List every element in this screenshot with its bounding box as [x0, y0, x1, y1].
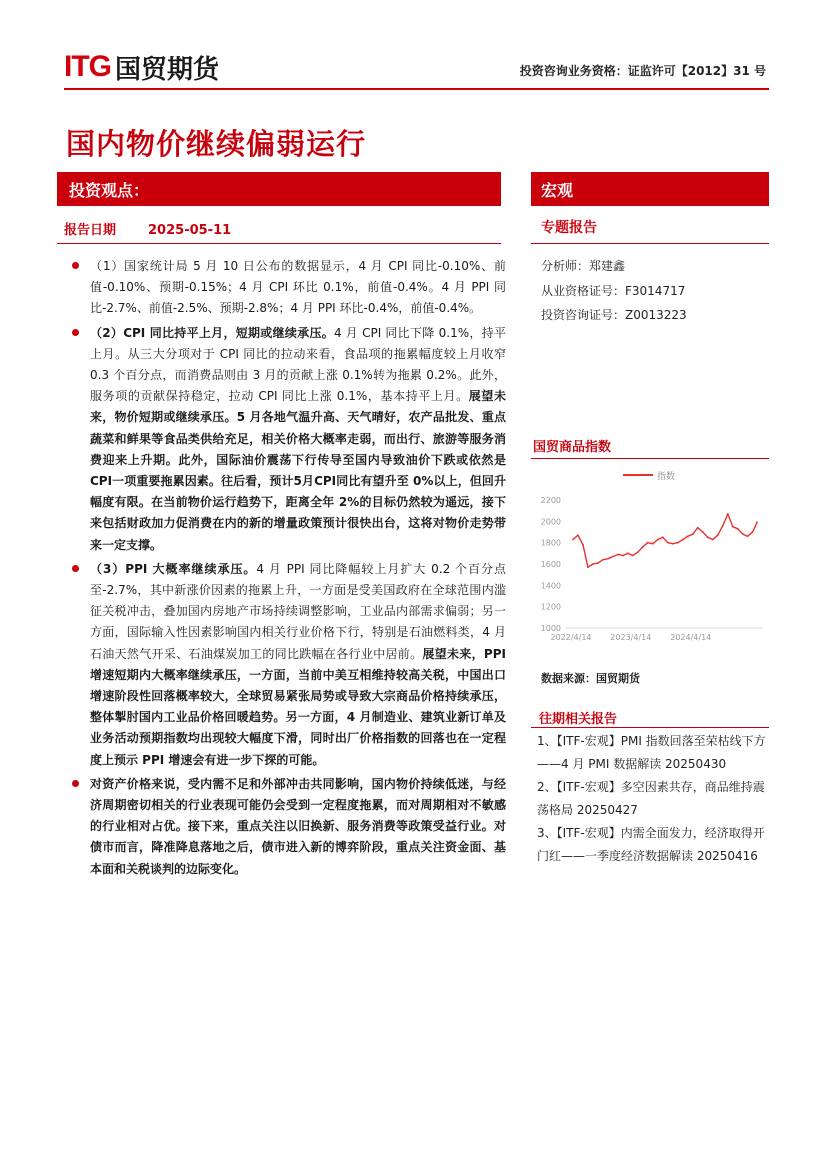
y-tick-label: 1800	[540, 538, 561, 548]
logo-itg-mark: ITG	[64, 50, 111, 83]
series-point	[677, 542, 679, 544]
series-point	[572, 539, 574, 541]
investment-view-header	[57, 172, 501, 206]
logo-company-name: 国贸期货	[115, 54, 220, 85]
series-point	[597, 562, 599, 564]
commodity-index-chart	[531, 464, 771, 644]
series-point	[592, 563, 594, 565]
series-line-index	[573, 514, 757, 567]
category-header	[531, 172, 769, 206]
y-tick-label: 1000	[540, 624, 561, 633]
series-point	[727, 513, 729, 515]
paragraph-3-heading: （3）PPI 大概率继续承压。	[90, 561, 257, 576]
series-point	[672, 543, 674, 545]
paragraph-3	[72, 559, 506, 771]
report-type: 专题报告	[541, 220, 597, 236]
paragraph-2-text: 4 月 CPI 同比下降 0.1%，持平上月。从三大分项对于 CPI 同比的拉动来看，食品项的拖累幅度较上月收窄 0.3 个百分点，而消费品则由 3 月的贡献上涨 0.1%转为拖累 0.2%。此外，服务项的贡献保持稳定，拉动 CPI 同比上涨 0.1%，基本持平上月。	[90, 325, 506, 404]
series-point	[707, 536, 709, 538]
series-point	[742, 533, 744, 535]
series-point	[737, 528, 739, 530]
series-point	[687, 535, 689, 537]
report-date	[64, 219, 231, 238]
legend-label: 指数	[657, 472, 676, 482]
report-body	[72, 256, 506, 880]
series-point	[712, 539, 714, 541]
series-point	[617, 554, 619, 556]
series-point	[642, 546, 644, 548]
y-tick-label: 2200	[540, 496, 561, 505]
company-logo	[64, 47, 219, 87]
series-point	[587, 566, 589, 568]
series-point	[582, 544, 584, 546]
license-text: 投资咨询业务资格：证监许可【2012】31 号	[519, 64, 766, 78]
series-point	[747, 535, 749, 537]
series-point	[717, 534, 719, 536]
paragraph-2	[72, 323, 506, 556]
paragraph-2-heading: （2）CPI 同比持平上月，短期或继续承压。	[90, 325, 335, 340]
series-point	[702, 531, 704, 533]
commodity-index-title: 国贸商品指数	[533, 440, 612, 455]
date-divider	[57, 243, 501, 244]
paragraph-2-outlook: 展望未来，物价短期或继续承压。5 月各地气温升高、天气晴好，农产品批发、重点蔬菜和鲜果等食品类供给充足，相关价格大概率走弱，而出行、旅游等服务消费迎来上升期。此外，国际油价震荡下行传导至国内导致油价下跌或依然是CPI一项重要拖累因素。往后看，预计5月CPI同比有望升至 0%以上，但回升幅度有限。在当前物价运行趋势下，距离全年 2%的目标仍然较为遥远，接下来包括财政加力促消费在内的新的增量政策预计很快出台，这将对物价走势带来一定支撑。	[90, 389, 506, 552]
series-point	[667, 542, 669, 544]
series-point	[722, 525, 724, 527]
x-tick-label: 2024/4/14	[670, 633, 712, 642]
related-reports-list	[537, 730, 767, 868]
related-report-item[interactable]: 2、【ITF-宏观】多空因素共存，商品维持震荡格局 20250427	[537, 780, 765, 817]
related-report-item[interactable]: 3、【ITF-宏观】内需全面发力，经济取得开门红——一季度经济数据解读 20250416	[537, 826, 765, 863]
series-point	[637, 551, 639, 553]
paragraph-3-outlook: 展望未来，PPI 增速短期内大概率继续承压，一方面，当前中美互相维持较高关税，中国出口增速阶段性回落概率较大，全球贸易紧张局势或导致大宗商品价格持续承压，整体掣肘国内工业品价格回暖趋势。另一方面，4 月制造业、建筑业新订单及业务活动预期指数均出现较大幅度下滑，同时出厂价格指数的回落也在一定程度上预示 PPI 增速会有进一步下探的可能。	[90, 646, 506, 767]
series-point	[692, 533, 694, 535]
analyst-name: 分析师：郑建鑫	[541, 259, 626, 273]
report-date-value: 2025-05-11	[148, 223, 232, 238]
related-report-item[interactable]: 1、【ITF-宏观】PMI 指数回落至荣枯线下方——4 月 PMI 数据解读 20250430	[537, 734, 766, 771]
series-point	[602, 559, 604, 561]
report-type-divider	[531, 243, 769, 244]
series-point	[612, 556, 614, 558]
series-point	[662, 536, 664, 538]
series-point	[622, 555, 624, 557]
practice-cert: 从业资格证号：F3014717	[541, 284, 686, 298]
series-point	[732, 526, 734, 528]
document-title: 国内物价继续偏弱运行	[66, 127, 367, 161]
series-point	[682, 539, 684, 541]
series-point	[756, 522, 758, 524]
paragraph-1-text: （1）国家统计局 5 月 10 日公布的数据显示，4 月 CPI 同比-0.10%、前值-0.10%、预期-0.15%；4 月 CPI 环比 0.1%，前值-0.4%。4 月 PPI 同比-2.7%、前值-2.5%、预期-2.8%；4 月 PPI 环比-0.4%，前值-0.4%。	[90, 259, 506, 316]
series-point	[697, 527, 699, 529]
y-tick-label: 1400	[540, 581, 561, 591]
y-tick-label: 1200	[540, 602, 561, 612]
series-point	[652, 543, 654, 545]
category-label: 宏观	[541, 181, 574, 200]
y-tick-label: 1600	[540, 560, 561, 569]
x-tick-label: 2022/4/14	[550, 633, 592, 642]
related-reports-title: 往期相关报告	[539, 712, 618, 727]
series-point	[752, 531, 754, 533]
bullet-icon	[72, 565, 79, 572]
index-line-chart	[531, 464, 771, 644]
bullet-icon	[72, 262, 79, 269]
report-date-label: 报告日期	[64, 223, 117, 238]
header-divider	[64, 88, 769, 90]
consulting-cert: 投资咨询证号：Z0013223	[541, 308, 687, 322]
y-tick-label: 2000	[540, 517, 561, 527]
paragraph-3-text: 4 月 PPI 同比降幅较上月扩大 0.2 个百分点至-2.7%，其中新涨价因素的拖累上升，一方面是受美国政府在全球范围内滥征关税冲击，叠加国内房地产市场持续调整影响，工业品内部需求偏弱；另一方面，国际输入性因素影响国内相关行业价格下行，特别是石油燃料类，4 月石油天然气开采、石油煤炭加工的同比跌幅在各行业中居前。	[90, 561, 506, 661]
investment-view-label: 投资观点：	[69, 181, 150, 200]
x-tick-label: 2023/4/14	[610, 633, 652, 642]
paragraph-1	[72, 256, 506, 320]
paragraph-4-text: 对资产价格来说，受内需不足和外部冲击共同影响，国内物价持续低迷，与经济周期密切相关的行业表现可能仍会受到一定程度拖累，而对周期相对不敏感的行业相对占优。接下来，重点关注以旧换新、服务消费等政策受益行业。对债市而言，降准降息落地之后，债市进入新的博弈阶段，重点关注资金面、基本面和关税谈判的边际变化。	[90, 776, 506, 876]
index-title-divider	[531, 458, 769, 459]
bullet-icon	[72, 329, 79, 336]
series-point	[577, 534, 579, 536]
series-point	[647, 542, 649, 544]
series-point	[632, 555, 634, 557]
related-title-divider	[531, 727, 769, 728]
bullet-icon	[72, 780, 79, 787]
data-source: 数据来源：国贸期货	[541, 672, 640, 685]
series-point	[657, 539, 659, 541]
series-point	[627, 552, 629, 554]
series-point	[607, 558, 609, 560]
paragraph-4	[72, 774, 506, 880]
